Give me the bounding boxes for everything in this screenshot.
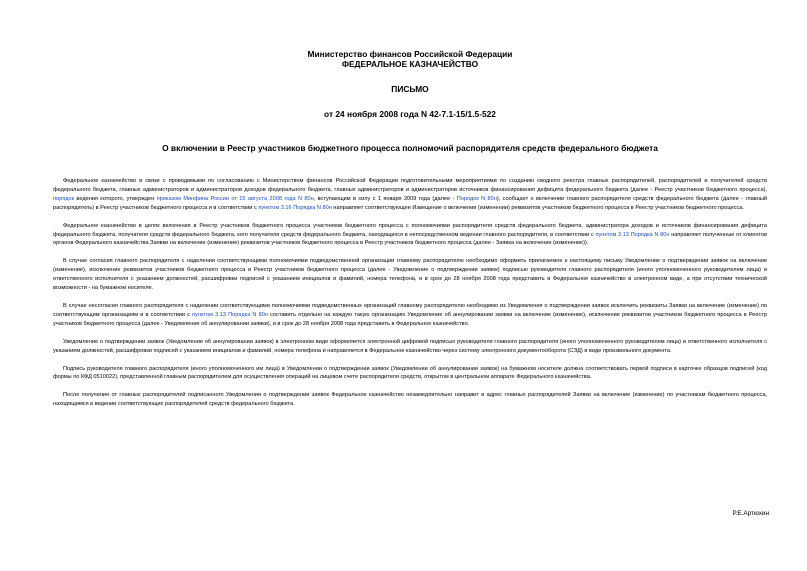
letter-subject: О включении в Реестр участников бюджетного процесса полномочий распорядителя средств федерального бюджета [162,143,658,153]
paragraph-7: После получения от главных распорядителей подписанного Уведомления о подтверждении заявок Федеральное казначейство незамедлительно направит в адрес главных распорядителей Заявки на включение (изменение) по участникам бюджетного процесса, находящимся в ведении соответствующих распорядителей средств федерального бюджета. [53,392,767,408]
link-poryadok-80n[interactable]: Порядок N 80н [456,195,497,202]
paragraph-2: Федеральное казначейство в целях включения в Реестр участников бюджетного процесса участников бюджетного процесса с полномочиями распорядителя средств федерального бюджета, администратора доходов и источников финансирования дефицита федерального бюджета, получателя средств федерального бюджета, кого получателя средств федерального бюджета, находящихся в непосредственном ведении главного распорядителя, в соответствии с пунктом 3.13 Порядка N 80н направляет полученные от клиентов органов Федерального казначейства Заявки на включение (изменение) реквизитов участников бюджетного процесса в Реестр участников бюджетного процесса (далее - Заявка на включение (изменение)). [53,222,767,247]
header-date-number: от 24 ноября 2008 года N 42-7.1-15/1.5-522 [324,109,496,119]
header-treasury: ФЕДЕРАЛЬНОЕ КАЗНАЧЕЙСТВО [341,59,479,69]
link-prikaz-minfin[interactable]: приказом Минфина России от 15 августа 2008 года N 80н [156,195,314,202]
document-page [53,0,767,409]
paragraph-6: Подпись руководителя главного распорядителя (иного уполномоченного им лица) в Уведомлении о подтверждении заявок (Уведомлении об аннулировании заявок) на бумажном носителе должна соответствовать первой подписи в карточке образцов подписей (код формы по КФД 0510022), представленной главным распорядителем для осуществления операций на лицевом счете распорядителя средств, открытом в центральном аппарате Федерального казначейства. [53,365,767,381]
paragraph-4: В случае несогласия главного распорядителя с наделении соответствующими полномочиями подведомственных организаций главному распорядителю необходимо из Уведомления о подтверждении заявок исключить реквизиты Заявки на включение (изменение) по соответствующим организациям и в соответствии с пунктом 3.13 Порядка N 80н составить отдельно на каждую такую организацию Уведомление об аннулировании заявки на включение (изменение), исключение реквизитов участников бюджетного процесса в Реестр участников бюджетного процесса (далее - Уведомление об аннулировании заявки), и в срок до 28 ноября 2008 года представить в Федеральное казначейство. [53,302,767,327]
signature: Р.Е.Артюхин [732,510,769,517]
header-ministry: Министерство финансов Российской Федерации [307,49,513,59]
link-punkt-3-13-b[interactable]: пунктом 3.13 Порядка N 80н [192,311,268,318]
link-punkt-3-16[interactable]: пунктом 3.16 Порядка N 80н [258,204,332,211]
paragraph-1: Федеральное казначейство в связи с проводимыми по согласованию с Министерством финансов Российской Федерации подготовительными мероприятиями по созданию сводного реестра главных распорядителей, распорядителей и получателей средств федерального бюджета, главных администраторов и администраторов доходов федерального бюджета, главных администраторов и администраторов источников финансирования дефицита федерального бюджета (далее - Реестр участников бюджетного процесса), порядок ведения которого, утвержден приказом Минфина России от 15 августа 2008 года N 80н, вступающим в силу с 1 января 2009 года (далее - Порядок N 80н), сообщает о включении главного распорядителя средств федерального бюджета (далее - главный распорядитель) в Реестр участников бюджетного процесса и в соответствии с пунктом 3.16 Порядка N 80н направляет соответствующее Извещение о включении (изменении) реквизитов участников бюджетного процесса в Реестр участников бюджетного процесса. [53,178,767,211]
paragraph-3: В случае согласия главного распорядителя с наделении соответствующими полномочиями подведомственной организации главному распорядителю необходимо оформить прилагаемое к настоящему письму Уведомление о подтверждении заявок на включение (изменение), исключение реквизитов участников бюджетного процесса в Реестр участников бюджетного процесса (далее - Уведомление о подтверждении заявок) подписью руководителя главного распорядителя (иного уполномоченного руководителем лица) и ответственного исполнителя с указанием должностей, расшифровки подписей с указанием инициалов и фамилий, номера телефона, и в срок до 28 ноября 2008 года представить в Федеральное казначейство в электронном виде, а при отсутствии технической возможности - на бумажном носителе. [53,258,767,292]
paragraph-5: Уведомление о подтверждении заявок (Уведомление об аннулировании заявок) в электронном виде оформляется электронной цифровой подписью руководителя главного распорядителя (иного уполномоченного руководителем лица) и ответственного исполнителя с указанием должностей, расшифровки подписей с указанием инициалов и фамилий, номера телефона и направляется в Федеральное казначейство через систему электронного документооборота (СЭД) в виде произвольного документа. [53,338,767,354]
link-poryadok[interactable]: порядок [53,195,75,202]
link-punkt-3-13[interactable]: пунктом 3.13 Порядка N 80н [595,231,670,238]
header-doc-type: ПИСЬМО [391,84,429,94]
